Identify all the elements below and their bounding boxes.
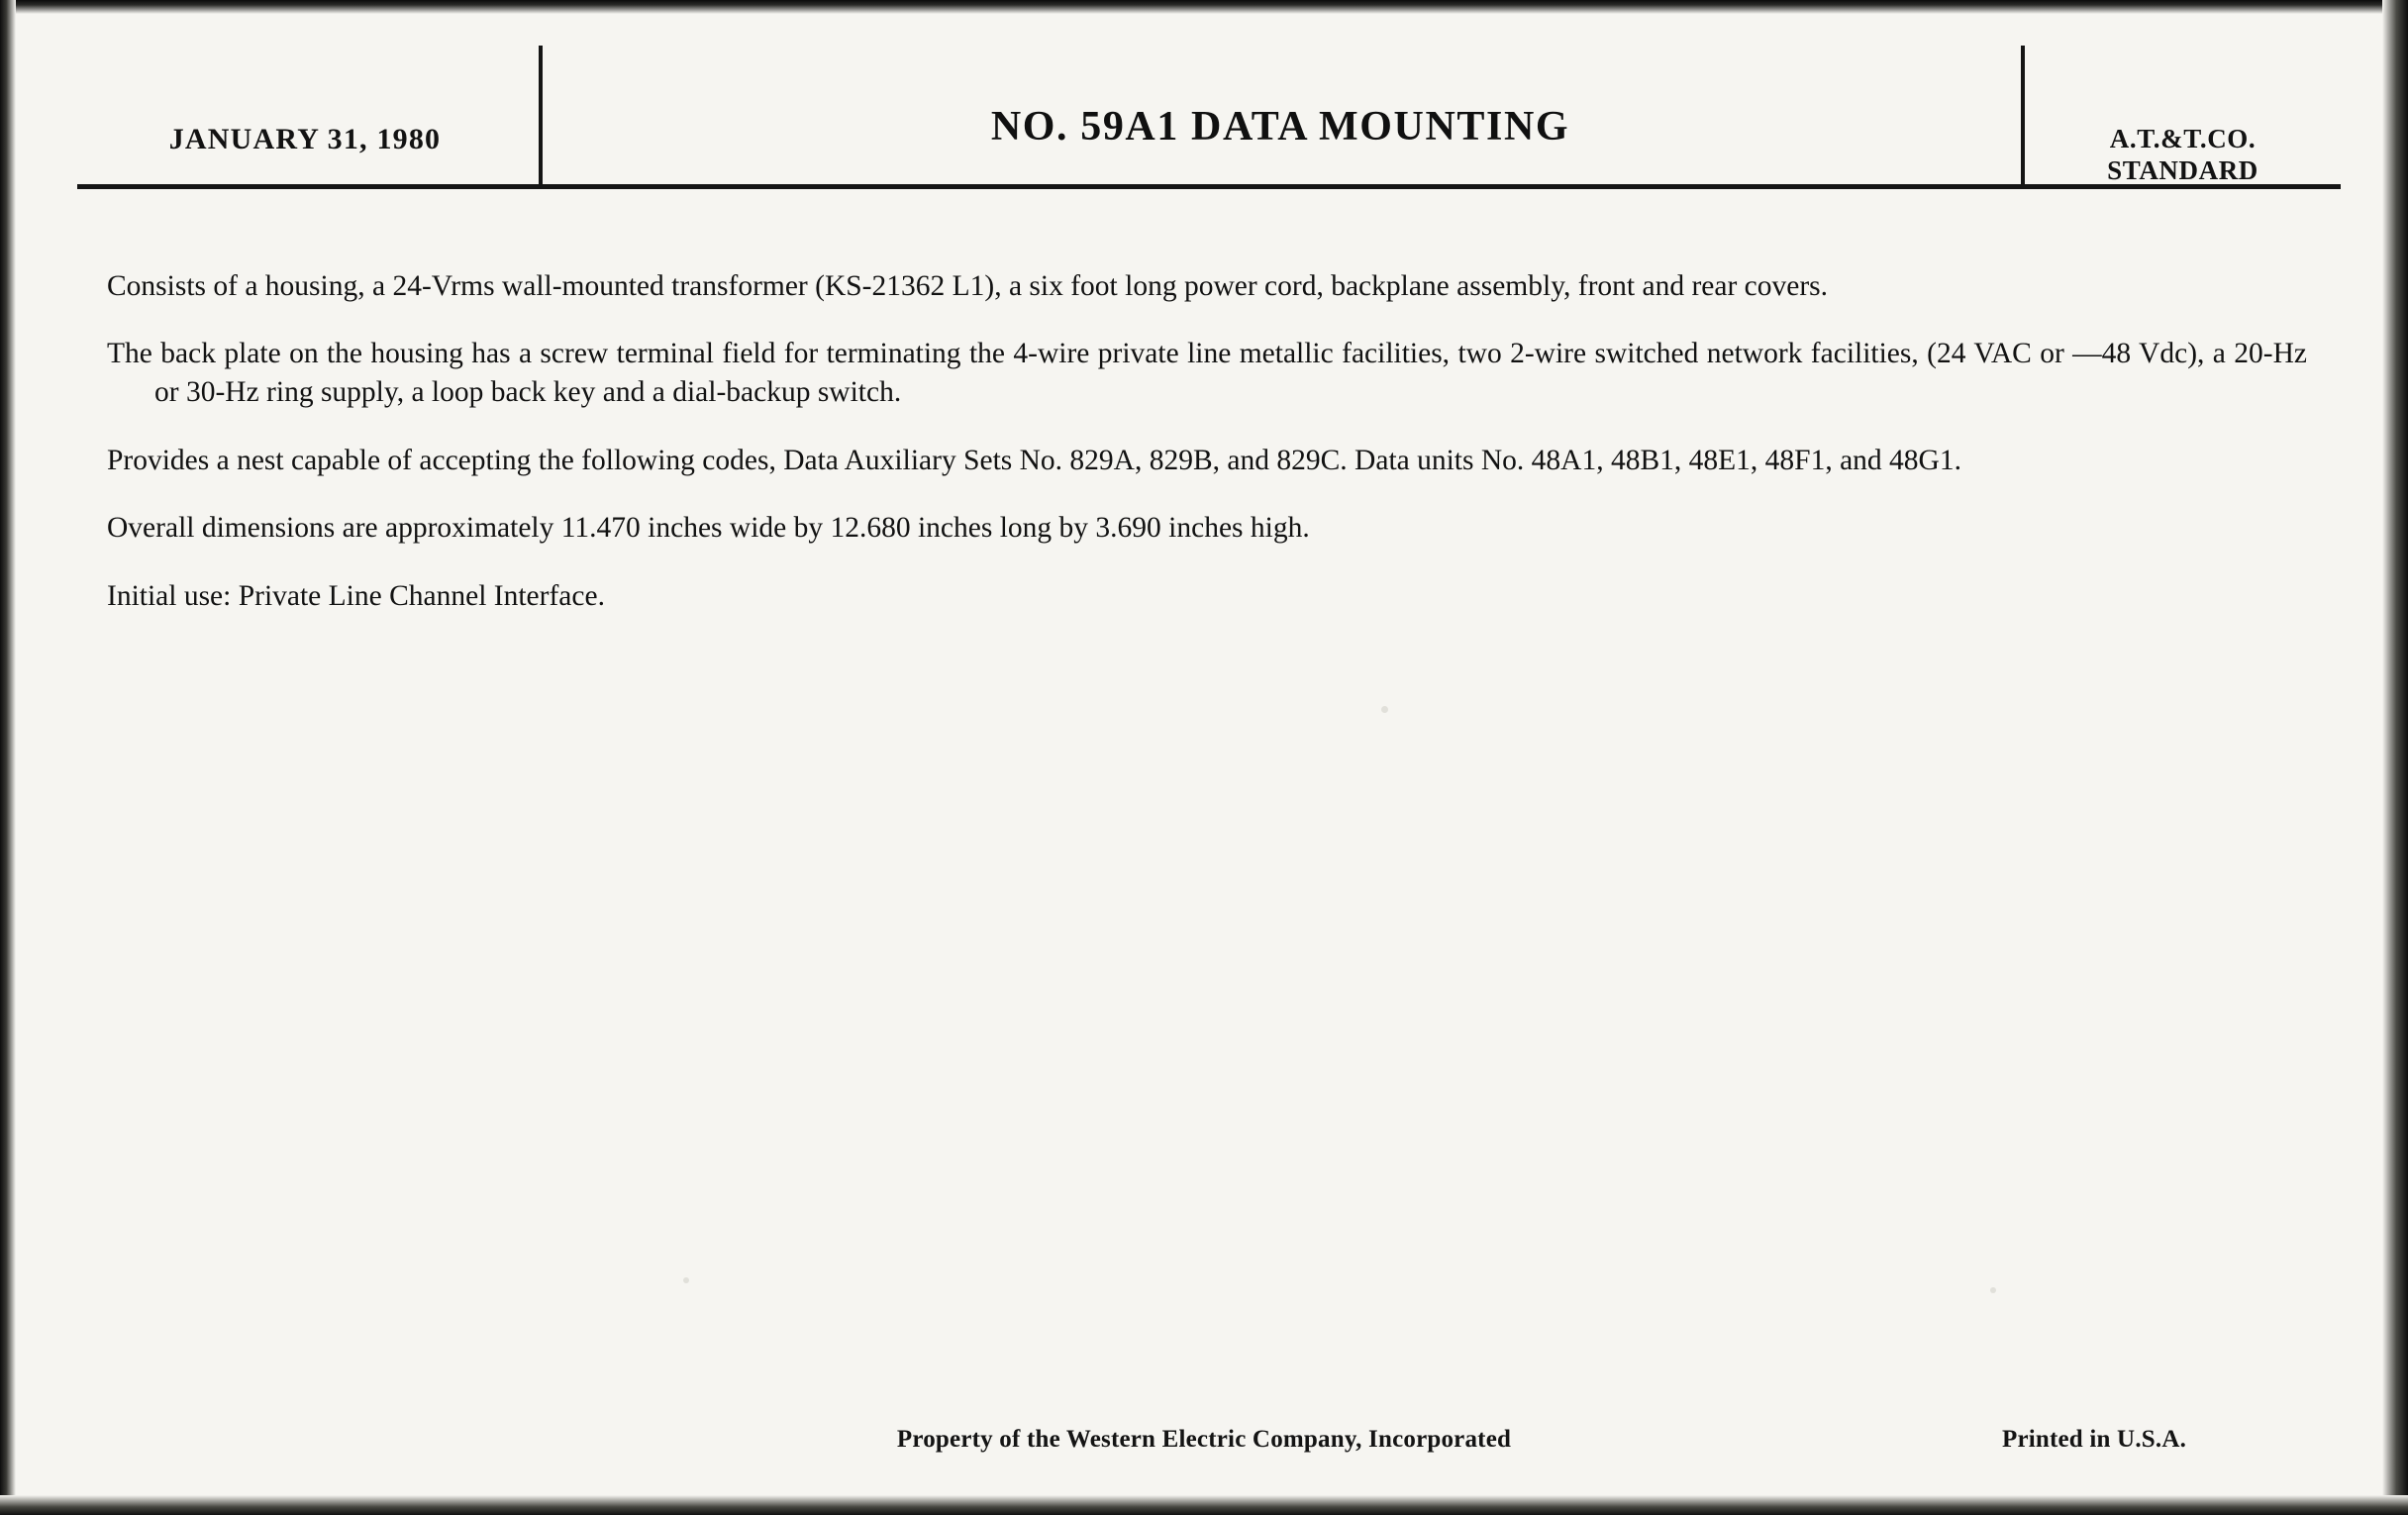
body-content (107, 238, 2307, 616)
body-paragraph: Provides a nest capable of accepting the following codes, Data Auxiliary Sets No. 829A, 829B, and 829C. Data units No. 48A1, 48B1, 48E1, 48F1, and 48G1. (107, 444, 1961, 476)
footer-property-notice: Property of the Western Electric Company, Incorporated (896, 1426, 1512, 1453)
header-date: JANUARY 31, 1980 (168, 123, 442, 155)
header-owner (2025, 123, 2341, 186)
body-paragraph: Overall dimensions are approximately 11.470 inches wide by 12.680 inches long by 3.690 inches high. (107, 512, 1310, 544)
header-owner-line2: STANDARD (2107, 155, 2258, 185)
paper-speck (1381, 706, 1388, 713)
scan-edge-bottom (0, 1495, 2408, 1515)
body-paragraph: Initial use: Private Line Channel Interface. (107, 579, 605, 612)
scan-edge-top (0, 0, 2408, 14)
scan-edge-left (0, 0, 16, 1515)
page-header (77, 42, 2341, 188)
body-paragraph: Consists of a housing, a 24-Vrms wall-mounted transformer (KS-21362 L1), a six foot long power cord, backplane assembly, front and rear covers. (107, 269, 1829, 302)
scan-edge-right (2382, 0, 2408, 1515)
paper-speck (683, 1277, 689, 1283)
header-owner-line1: A.T.&T.CO. (2109, 124, 2257, 153)
footer-printed-in: Printed in U.S.A. (2001, 1426, 2187, 1453)
paper-speck (1990, 1287, 1996, 1293)
page-title: NO. 59A1 DATA MOUNTING (990, 104, 1570, 150)
body-paragraph: The back plate on the housing has a screw terminal field for terminating the 4-wire private line metallic facilities, two 2-wire switched network facilities, (24 VAC or —48 Vdc), a 20-Hz or 30-Hz ring supply, a loop back key and a dial-backup switch. (107, 338, 2307, 408)
header-rule (77, 184, 2341, 189)
